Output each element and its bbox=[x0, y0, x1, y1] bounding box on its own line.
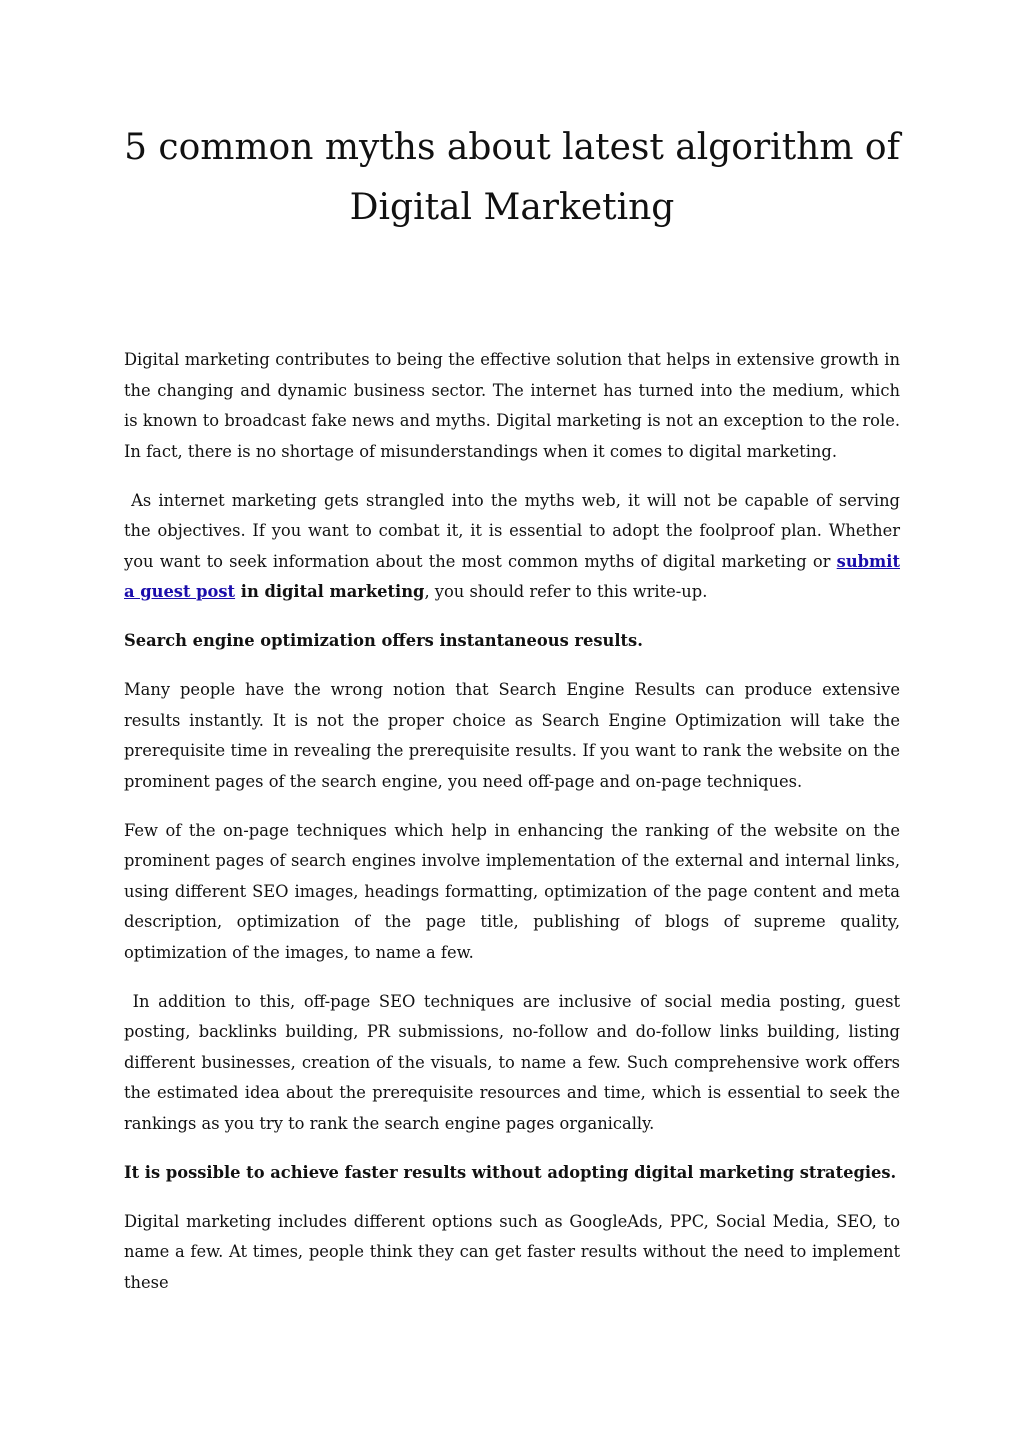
paragraph-off-page-text: In addition to this, off-page SEO techniques are inclusive of social media posting, guest posting, backlinks building, PR submissions, no-follow and do-follow links building, listing different businesses, creation of the visuals, to name a few. Such comprehensive work offers the estimated idea about the prerequisite resources and time, which is essential to seek the rankings as you try to rank the search engine pages organically. bbox=[124, 991, 900, 1133]
document-title bbox=[100, 118, 924, 238]
paragraph-intro: Digital marketing contributes to being the effective solution that helps in extensive growth in the changing and dynamic business sector. The internet has turned into the medium, which is known to broadcast fake news and myths. Digital marketing is not an exception to the role. In fact, there is no shortage of misunderstandings when it comes to digital marketing. bbox=[124, 350, 900, 461]
paragraph-myths-web bbox=[124, 486, 900, 608]
paragraph-text: As internet marketing gets strangled into the myths web, it will not be capable of serving the objectives. If you want to combat it, it is essential to adopt the foolproof plan. Whether you want to seek information about the most common myths of digital marketing or bbox=[124, 490, 900, 571]
document-body bbox=[124, 345, 900, 1292]
section-heading-seo: Search engine optimization offers instantaneous results. bbox=[124, 631, 643, 650]
title-line-2: Digital Marketing bbox=[349, 187, 675, 228]
paragraph-seo-results: Many people have the wrong notion that Search Engine Results can produce extensive results instantly. It is not the proper choice as Search Engine Optimization will take the prerequisite time in revealing the prerequisite results. If you want to rank the website on the prominent pages of the search engine, you need off-page and on-page techniques. bbox=[124, 680, 900, 791]
paragraph-options: Digital marketing includes different options such as GoogleAds, PPC, Social Media, SEO, to name a few. At times, people think they can get faster results without the need to implement these bbox=[124, 1211, 900, 1292]
paragraph-on-page: Few of the on-page techniques which help in enhancing the ranking of the website on the prominent pages of search engines involve implementation of the external and internal links, using different SEO images, headings formatting, optimization of the page content and meta description, optimization of the page title, publishing of blogs of supreme quality, optimization of the images, to name a few. bbox=[124, 820, 900, 962]
guest-post-link[interactable]: submit a guest post bbox=[124, 551, 900, 601]
title-line-1: 5 common myths about latest algorithm of bbox=[124, 127, 900, 168]
bold-phrase: in digital marketing bbox=[235, 582, 425, 601]
section-heading-faster-results: It is possible to achieve faster results without adopting digital marketing strategies. bbox=[124, 1162, 897, 1182]
paragraph-text-end: , you should refer to this write-up. bbox=[424, 582, 708, 601]
paragraph-off-page bbox=[124, 987, 900, 1140]
